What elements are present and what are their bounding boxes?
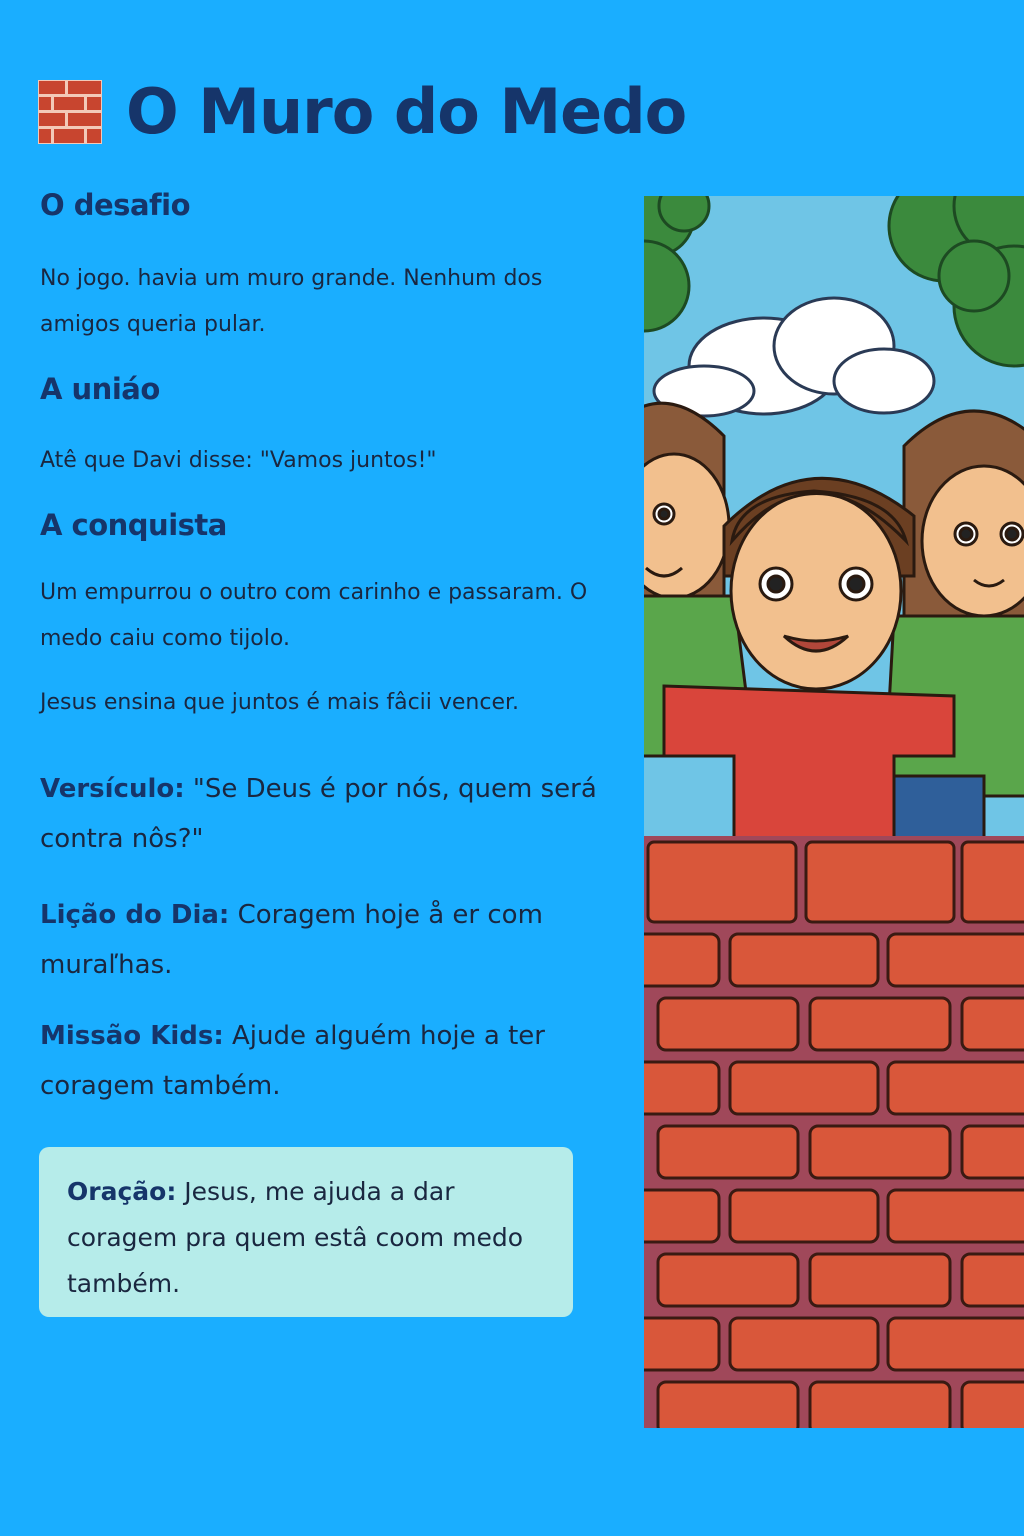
kids-at-wall-illustration	[644, 196, 1024, 1428]
moral-text: Jesus ensina que juntos é mais fâcii vencer.	[40, 690, 520, 715]
prayer-box	[39, 1147, 573, 1317]
girl-right	[884, 411, 1024, 846]
oracao-label: Oração:	[67, 1177, 177, 1206]
brick-wall-icon	[38, 80, 102, 144]
heading-desafio: O desafio	[40, 188, 190, 222]
oracao-text: Jesus, me ajuda a dar coragem pra quem estâ coom medo também.	[67, 1177, 524, 1298]
licao-do-dia	[40, 890, 600, 990]
missao-label: Missão Kids:	[40, 1021, 224, 1051]
text-conquista: Um empurrou o outro com carinho e passaram. O medo caiu como tijolo.	[40, 580, 588, 651]
brick-wall	[644, 836, 1024, 1428]
title-text: O Muro do Medo	[126, 75, 687, 148]
versiculo	[40, 764, 600, 864]
versiculo-text: "Se Deus é por nós, quem será contra nôs?"	[40, 774, 597, 854]
heading-conquista: A conquista	[40, 508, 227, 542]
missao-kids	[40, 1011, 600, 1111]
missao-text: Ajude alguém hoje a ter coragem também.	[40, 1021, 545, 1101]
text-desafio: No jogo. havia um muro grande. Nenhum dos amigos queria pular.	[40, 266, 543, 337]
licao-label: Lição do Dia:	[40, 900, 230, 930]
versiculo-label: Versículo:	[40, 774, 185, 804]
page-title	[38, 75, 687, 148]
text-uniao: Atê que Davi disse: "Vamos juntos!"	[40, 448, 437, 473]
heading-uniao: A uniáo	[40, 372, 160, 406]
licao-text: Coragem hoje å er com muraľhas.	[40, 900, 543, 980]
prayer-paragraph	[67, 1169, 545, 1307]
